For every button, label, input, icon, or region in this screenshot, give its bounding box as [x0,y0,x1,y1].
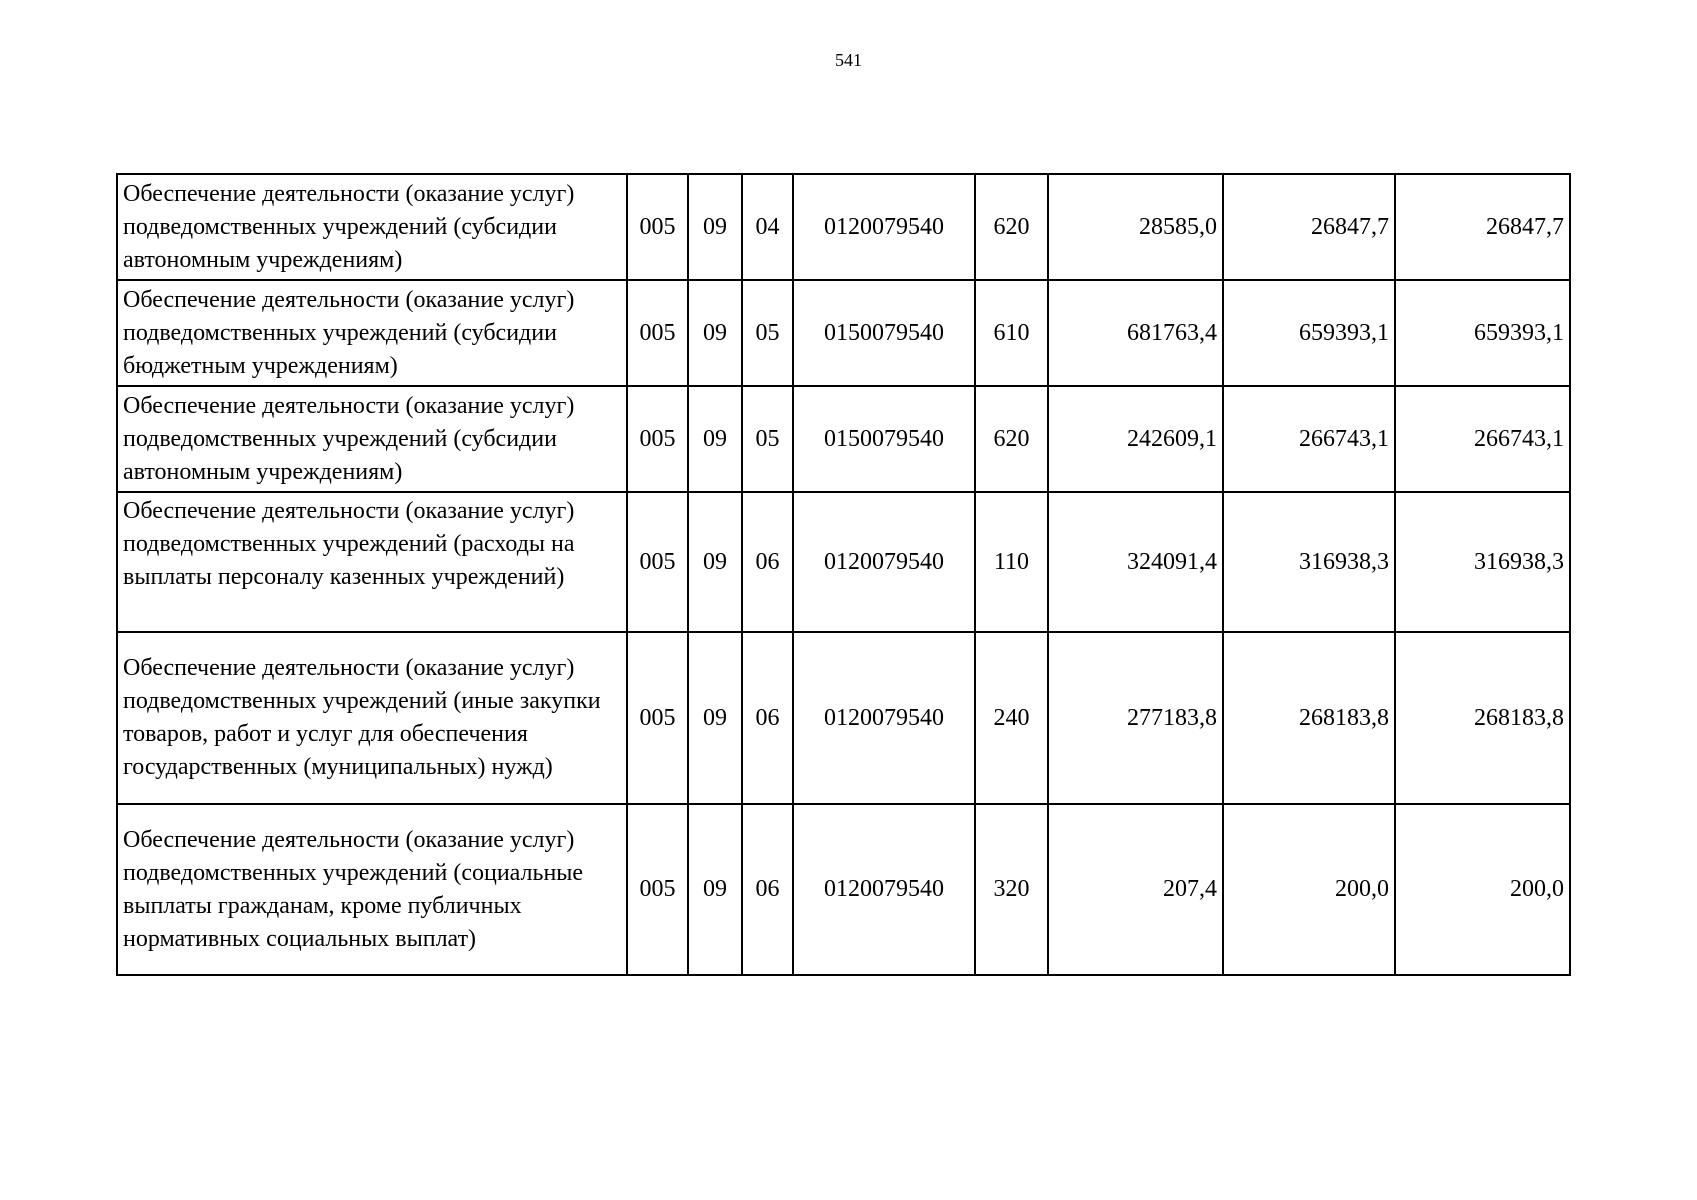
row-description: Обеспечение деятельности (оказание услуг) подведомственных учреждений (субсидии автономным учреждениям) [117,386,627,492]
expense-type-code: 620 [975,174,1048,280]
subsection-code: 06 [742,632,793,804]
section-code: 09 [688,804,742,975]
sum-year-3: 266743,1 [1395,386,1570,492]
ministry-code: 005 [627,632,688,804]
row-description: Обеспечение деятельности (оказание услуг) подведомственных учреждений (субсидии автономным учреждениям) [117,174,627,280]
sum-year-2: 659393,1 [1223,280,1395,386]
sum-year-1: 681763,4 [1048,280,1223,386]
expense-type-code: 240 [975,632,1048,804]
subsection-code: 04 [742,174,793,280]
sum-year-2: 316938,3 [1223,492,1395,632]
subsection-code: 06 [742,492,793,632]
section-code: 09 [688,492,742,632]
sum-year-3: 659393,1 [1395,280,1570,386]
table-row [117,174,1570,280]
sum-year-2: 268183,8 [1223,632,1395,804]
table-row [117,804,1570,975]
table-row [117,492,1570,632]
subsection-code: 05 [742,280,793,386]
target-article-code: 0150079540 [793,386,975,492]
sum-year-1: 28585,0 [1048,174,1223,280]
sum-year-3: 26847,7 [1395,174,1570,280]
sum-year-1: 277183,8 [1048,632,1223,804]
subsection-code: 05 [742,386,793,492]
target-article-code: 0120079540 [793,632,975,804]
table-row [117,386,1570,492]
subsection-code: 06 [742,804,793,975]
row-description: Обеспечение деятельности (оказание услуг) подведомственных учреждений (расходы на выплаты персоналу казенных учреждений) [117,492,627,632]
sum-year-3: 268183,8 [1395,632,1570,804]
section-code: 09 [688,174,742,280]
row-description: Обеспечение деятельности (оказание услуг) подведомственных учреждений (социальные выплаты гражданам, кроме публичных нормативных социальных выплат) [117,804,627,975]
ministry-code: 005 [627,280,688,386]
expense-type-code: 110 [975,492,1048,632]
sum-year-1: 324091,4 [1048,492,1223,632]
row-description: Обеспечение деятельности (оказание услуг) подведомственных учреждений (иные закупки товаров, работ и услуг для обеспечения государственных (муниципальных) нужд) [117,632,627,804]
sum-year-2: 26847,7 [1223,174,1395,280]
ministry-code: 005 [627,386,688,492]
ministry-code: 005 [627,804,688,975]
target-article-code: 0150079540 [793,280,975,386]
row-description: Обеспечение деятельности (оказание услуг) подведомственных учреждений (субсидии бюджетным учреждениям) [117,280,627,386]
sum-year-2: 266743,1 [1223,386,1395,492]
table-row [117,632,1570,804]
section-code: 09 [688,632,742,804]
section-code: 09 [688,386,742,492]
target-article-code: 0120079540 [793,492,975,632]
expense-type-code: 610 [975,280,1048,386]
ministry-code: 005 [627,174,688,280]
page-number: 541 [835,50,862,70]
target-article-code: 0120079540 [793,174,975,280]
table-row [117,280,1570,386]
sum-year-2: 200,0 [1223,804,1395,975]
budget-table [116,173,1571,976]
section-code: 09 [688,280,742,386]
sum-year-1: 242609,1 [1048,386,1223,492]
target-article-code: 0120079540 [793,804,975,975]
sum-year-3: 316938,3 [1395,492,1570,632]
sum-year-3: 200,0 [1395,804,1570,975]
expense-type-code: 620 [975,386,1048,492]
expense-type-code: 320 [975,804,1048,975]
sum-year-1: 207,4 [1048,804,1223,975]
ministry-code: 005 [627,492,688,632]
